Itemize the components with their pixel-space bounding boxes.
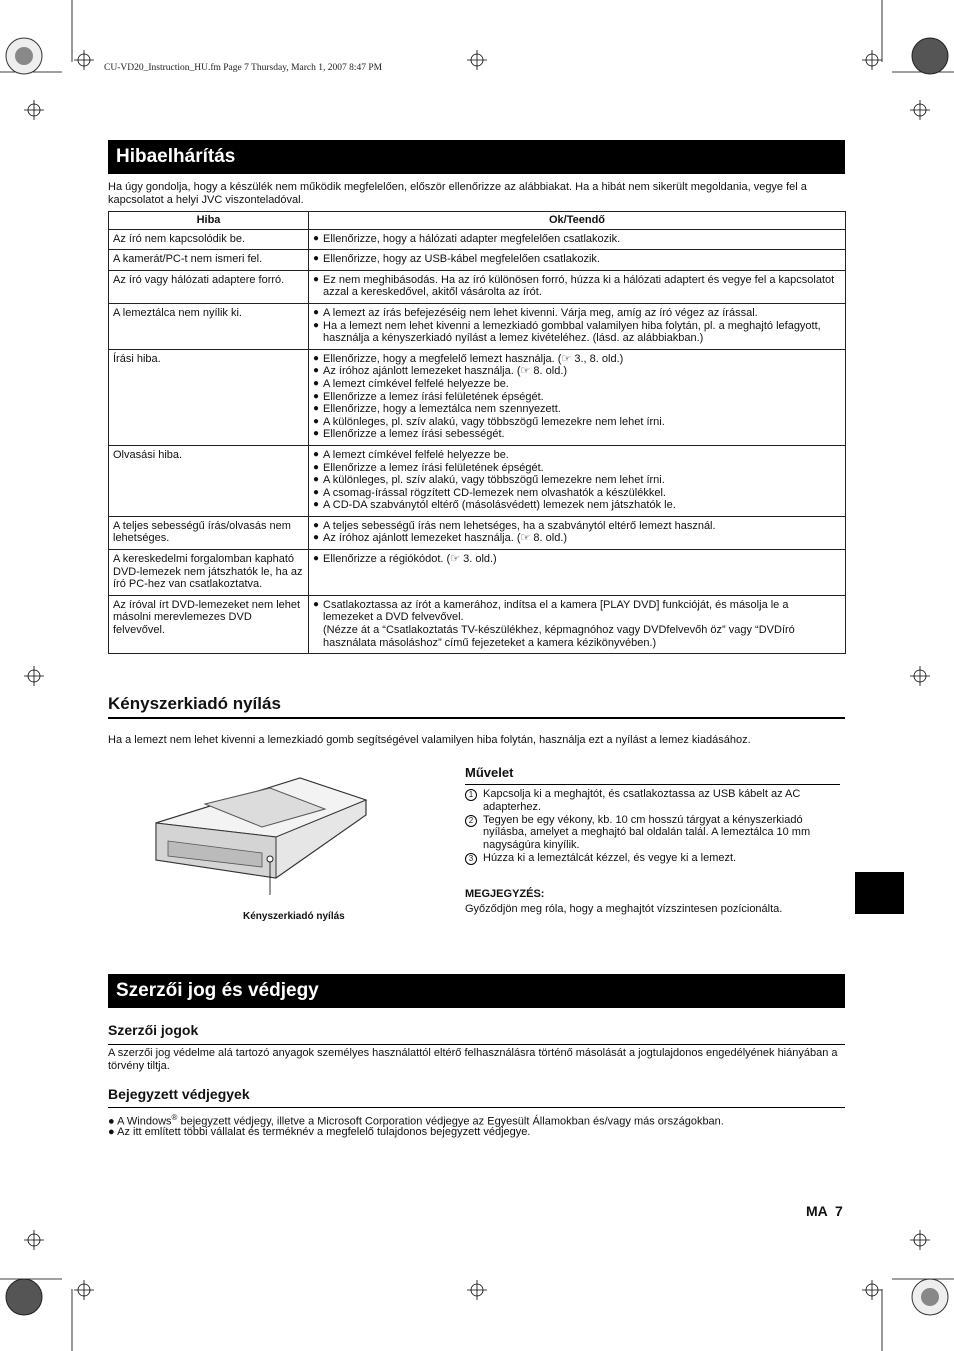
trademark-item-text: Az itt említett többi vállalat és terméknév a megfelelő tulajdonos bejegyzett védjegye. [117, 1126, 531, 1138]
action-item [313, 416, 841, 429]
action-text: A különleges, pl. szív alakú, vagy többszögű lemezekre nem lehet írni. [323, 474, 665, 487]
action-item [313, 599, 841, 649]
step-number: 3 [465, 853, 477, 865]
bullet-icon: ● [313, 273, 320, 285]
step-text: Tegyen be egy vékony, kb. 10 cm hosszú tárgyat a kényszerkiadó nyílásba, amelyet a meghajtó bal oldalán talál. A lemeztálca 10 mm nagyságúra kinyílik. [483, 813, 811, 852]
action-item [313, 474, 841, 487]
problem-cell: A kereskedelmi forgalomban kapható DVD-lemezek nem játszhatók le, ha az író PC-hez van csatlakoztatva. [109, 550, 309, 596]
bullet-icon: ● [313, 390, 320, 402]
trademarks-rule [108, 1107, 845, 1108]
registered-sign: ® [171, 1113, 178, 1122]
bullet-icon: ● [313, 232, 320, 244]
trademark-item-pre: A Windows [117, 1115, 172, 1128]
chapter-tab [855, 872, 904, 914]
action-text: Ellenőrizze, hogy a megfelelő lemezt használja. (☞ 3., 8. old.) [323, 352, 624, 365]
bullet-icon: ● [313, 377, 320, 389]
section-title-copyright: Szerzői jog és védjegy [108, 974, 845, 1008]
troubleshooting-intro: Ha úgy gondolja, hogy a készülék nem működik megfelelően, először ellenőrizze az alábbiakat. Ha a hibát nem sikerült megoldania, vegye fel a kapcsolatot a helyi JVC viszonteladóval. [108, 181, 807, 206]
action-item [313, 499, 841, 512]
table-row [109, 250, 846, 271]
rights-text: A szerzői jog védelme alá tartozó anyagok személyes használattól eltérő felhasználásra történő másolását a jogtulajdonos engedélyének hiányában a törvény tiltja. [108, 1047, 838, 1072]
trademark-item-post: bejegyzett védjegy, illetve a Microsoft Corporation védjegye az Egyesült Államokban és/vagy más országokban. [177, 1115, 724, 1128]
action-text: Ellenőrizze, hogy az USB-kábel megfelelően csatlakozik. [323, 253, 600, 266]
bullet-icon: ● [313, 319, 320, 331]
note-title: MEGJEGYZÉS: [465, 888, 545, 900]
action-text: A teljes sebességű írás nem lehetséges, ha a szabványtól eltérő lemezt használ. [323, 519, 716, 532]
action-cell [309, 270, 846, 303]
bullet-icon: ● [313, 428, 320, 440]
problem-cell: Az író vagy hálózati adaptere forró. [109, 270, 309, 303]
action-text: Az íróhoz ajánlott lemezeket használja. (☞ 8. old.) [323, 532, 568, 545]
action-cell [309, 516, 846, 549]
action-item [313, 353, 841, 366]
bullet-icon: ● [313, 519, 320, 531]
action-text: Ellenőrizze, hogy a hálózati adapter megfelelően csatlakozik. [323, 232, 621, 245]
problem-cell: Olvasási hiba. [109, 445, 309, 516]
drive-illustration [150, 775, 372, 910]
problem-cell: A lemeztálca nem nyílik ki. [109, 303, 309, 349]
action-item [313, 391, 841, 404]
table-row [109, 270, 846, 303]
action-text: A lemezt az írás befejezéséig nem lehet kivenni. Várja meg, amíg az író végez az írással. [323, 306, 758, 319]
note-text: Győződjön meg róla, hogy a meghajtót vízszintesen pozícionálta. [465, 903, 783, 915]
bullet-icon: ● [313, 403, 320, 415]
table-header-row [109, 212, 846, 230]
bullet-icon: ● [313, 415, 320, 427]
table-row [109, 516, 846, 549]
table-row [109, 445, 846, 516]
action-cell [309, 595, 846, 653]
problem-cell: Az íróval írt DVD-lemezeket nem lehet másolni merevlemezes DVD felvevővel. [109, 595, 309, 653]
action-item [313, 307, 841, 320]
problem-cell: Az író nem kapcsolódik be. [109, 229, 309, 250]
action-item [313, 403, 841, 416]
step-number: 2 [465, 815, 477, 827]
action-item [313, 553, 841, 566]
section-rule [108, 717, 845, 719]
bullet-icon: ● [313, 461, 320, 473]
column-header-problem: Hiba [109, 212, 309, 230]
problem-cell: A teljes sebességű írás/olvasás nem lehetséges. [109, 516, 309, 549]
bullet-icon: ● [313, 553, 320, 565]
operation-rule [465, 784, 840, 785]
troubleshooting-table [108, 211, 846, 654]
step-text: Kapcsolja ki a meghajtót, és csatlakoztassa az USB kábelt az AC adapterhez. [483, 788, 801, 813]
bullet-icon: ● [313, 253, 320, 265]
action-text: A lemezt címkével felfelé helyezze be. [323, 448, 509, 461]
action-text: Ellenőrizze a régiókódot. (☞ 3. old.) [323, 553, 497, 566]
bullet-icon: ● [313, 474, 320, 486]
action-item [313, 428, 841, 441]
file-info-line: CU-VD20_Instruction_HU.fm Page 7 Thursday, March 1, 2007 8:47 PM [104, 63, 383, 73]
step-text: Húzza ki a lemeztálcát kézzel, és vegye ki a lemezt. [483, 851, 737, 864]
action-item [313, 487, 841, 500]
action-text: Ellenőrizze a lemez írási felületének épségét. [323, 461, 544, 474]
action-cell [309, 250, 846, 271]
action-text: Ellenőrizze, hogy a lemeztálca nem szennyezett. [323, 403, 561, 416]
trademark-item [108, 1126, 846, 1139]
bullet-icon: ● [313, 532, 320, 544]
step-number: 1 [465, 789, 477, 801]
bullet-icon: ● [313, 365, 320, 377]
subsection-title-rights: Szerzői jogok [108, 1022, 199, 1038]
operation-title: Művelet [465, 765, 514, 780]
forced-eject-intro: Ha a lemezt nem lehet kivenni a lemezkiadó gomb segítségével valamilyen hiba folytán, használja ezt a nyílást a lemez kiadásához. [108, 734, 751, 746]
table-row [109, 303, 846, 349]
action-text: Ez nem meghibásodás. Ha az író különösen forró, húzza ki a hálózati adaptert és vegye fel a kapcsolatot azzal a kereskedővel, akitől vásárolta az írót. [323, 273, 835, 299]
action-item [313, 365, 841, 378]
action-item [313, 233, 841, 246]
action-text: Az íróhoz ajánlott lemezeket használja. (☞ 8. old.) [323, 365, 568, 378]
operation-step [465, 852, 843, 865]
action-text: Csatlakoztassa az írót a kamerához, indítsa el a kamera [PLAY DVD] funkcióját, és másolja le a lemezeket a DVD felvevővel. (Nézze át a “Csatlakoztatás TV-készülékhez, képmagnóhoz vagy DVDfelvevőh öz” vagy “DVDíró használata másoláshoz” című fejezeteket a kamera kézikönyvében.) [323, 598, 795, 649]
action-item [313, 253, 841, 266]
action-item [313, 449, 841, 462]
action-item [313, 378, 841, 391]
action-cell [309, 445, 846, 516]
action-cell [309, 229, 846, 250]
bullet-icon: ● [108, 1115, 115, 1128]
action-item [313, 462, 841, 475]
action-item [313, 520, 841, 533]
troubleshooting-rows [109, 229, 846, 654]
action-text: A különleges, pl. szív alakú, vagy többszögű lemezekre nem lehet írni. [323, 415, 665, 428]
operation-steps [465, 788, 843, 865]
problem-cell: A kamerát/PC-t nem ismeri fel. [109, 250, 309, 271]
table-row [109, 229, 846, 250]
subsection-title-trademarks: Bejegyzett védjegyek [108, 1086, 250, 1102]
section-title-troubleshooting: Hibaelhárítás [108, 140, 845, 174]
section-title-forced-eject: Kényszerkiadó nyílás [108, 694, 281, 713]
table-row [109, 349, 846, 445]
bullet-icon: ● [108, 1126, 115, 1138]
table-row [109, 595, 846, 653]
bullet-icon: ● [313, 306, 320, 318]
action-text: A lemezt címkével felfelé helyezze be. [323, 377, 509, 390]
operation-step [465, 788, 843, 814]
action-cell [309, 303, 846, 349]
action-text: Ha a lemezt nem lehet kivenni a lemezkiadó gombbal valamilyen hiba folytán, pl. a meghajtó lefagyott, használja a kényszerkiadó nyílást a lemez kivételéhez. (lásd. az alábbiakban.) [323, 319, 821, 345]
action-cell [309, 550, 846, 596]
operation-step [465, 814, 843, 852]
figure-caption: Kényszerkiadó nyílás [243, 911, 345, 922]
action-text: Ellenőrizze a lemez írási felületének épségét. [323, 390, 544, 403]
table-row [109, 550, 846, 596]
action-item [313, 274, 841, 299]
column-header-action: Ok/Teendő [309, 212, 846, 230]
bullet-icon: ● [313, 499, 320, 511]
page-number: MA 7 [806, 1203, 843, 1219]
action-text: A CD-DA szabványtól eltérő (másolásvédett) lemezek nem játszhatók le. [323, 499, 676, 512]
problem-cell: Írási hiba. [109, 349, 309, 445]
bullet-icon: ● [313, 448, 320, 460]
action-text: A csomag-írással rögzített CD-lemezek nem olvashatók a készülékkel. [323, 486, 666, 499]
action-item [313, 320, 841, 345]
action-text: Ellenőrizze a lemez írási sebességét. [323, 428, 505, 441]
bullet-icon: ● [313, 352, 320, 364]
bullet-icon: ● [313, 486, 320, 498]
action-item [313, 532, 841, 545]
action-cell [309, 349, 846, 445]
bullet-icon: ● [313, 598, 320, 610]
rights-rule [108, 1044, 845, 1045]
